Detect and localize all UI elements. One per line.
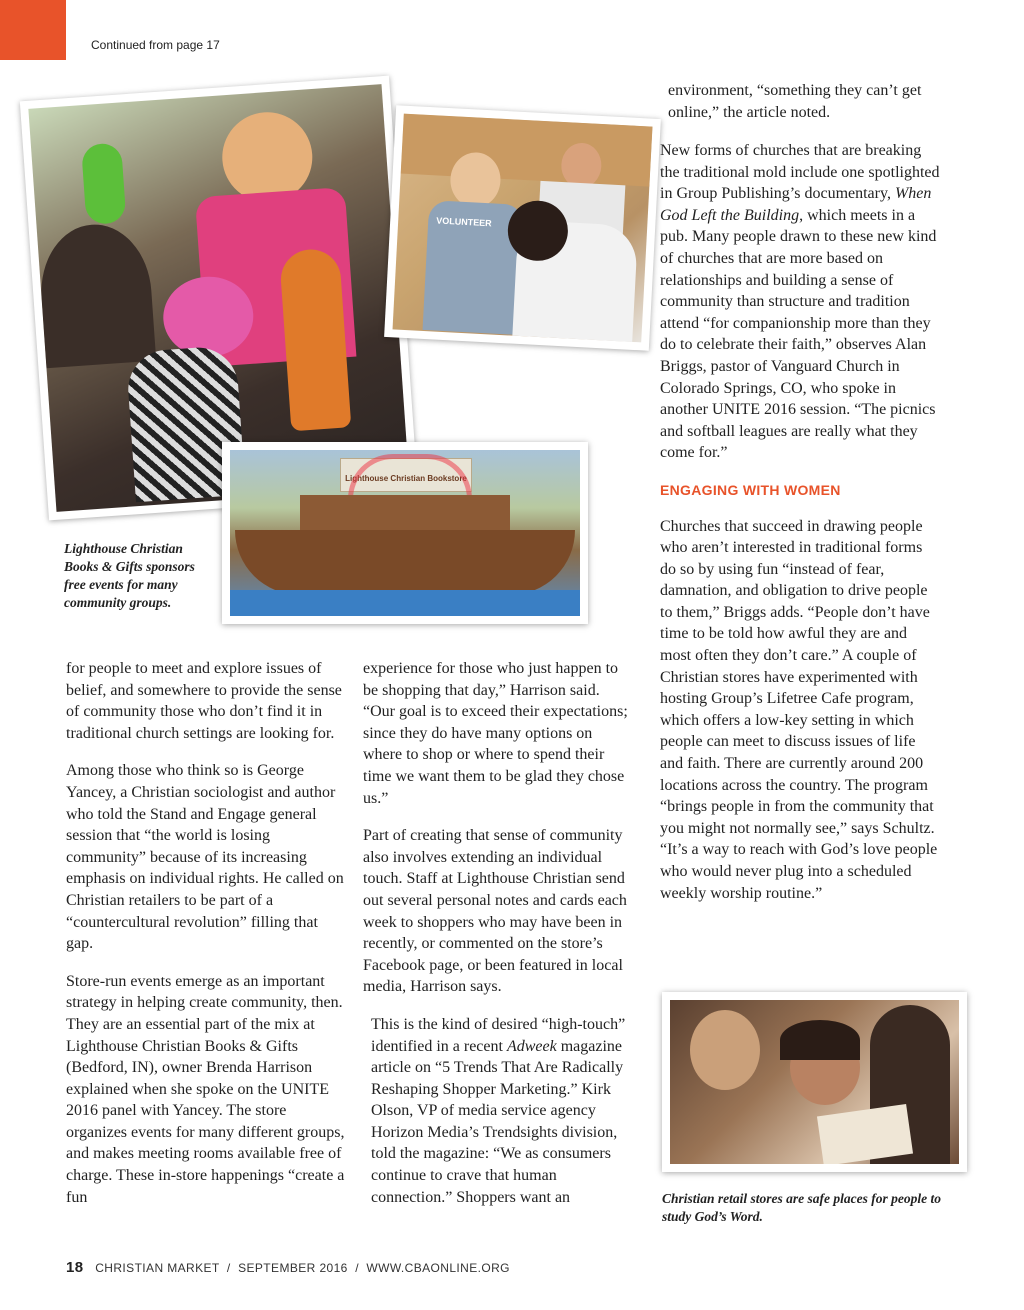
photo-volunteers	[384, 105, 661, 351]
paragraph: experience for those who just happen to be shopping that day,” Harrison said. “Our goal is to exceed their expectations; since they do have many options on where to shop or where to spend their time we want them to be glad they chose us.”	[363, 660, 628, 807]
paragraph	[660, 140, 940, 464]
caption-bible-study: Christian retail stores are safe places for people to study God’s Word.	[662, 1191, 941, 1224]
continued-note: Continued from page 17	[91, 38, 220, 52]
volunteer-shirt-text: VOLUNTEER	[436, 215, 492, 229]
text-run: magazine article on “5 Trends That Are Radically Reshaping Shopper Marketing.” Kirk Olson, VP of media service agency Horizon Media’s Trendsights division, told the magazine: “We as consumers continue to crave that human connection.” Shoppers want an	[371, 1037, 624, 1206]
corner-accent-block	[0, 0, 66, 60]
article-column-3	[660, 140, 940, 920]
footer-text: CHRISTIAN MARKET / SEPTEMBER 2016 / WWW.CBAONLINE.ORG	[95, 1261, 510, 1275]
article-column-1	[66, 658, 348, 1224]
publication-title: Adweek	[506, 1037, 557, 1055]
paragraph: Part of creating that sense of community also involves extending an individual touch. Staff at Lighthouse Christian send out several personal notes and cards each week to shoppers who may have been in recently, or commented on the store’s Facebook page, or been featured in local media, Harrison says.	[363, 827, 627, 996]
column3-continuation: environment, “something they can’t get online,” the article noted.	[668, 82, 922, 121]
documentary-title: When God Left the Building	[660, 185, 932, 224]
text-run: , which meets in a pub. Many people drawn to these new kind of churches that are more based on relationships and building a sense of community than structure and tradition attend “for companionship more than they do to celebrate their faith,” observes Alan Briggs, pastor of Vanguard Church in Colorado Springs, CO, who spoke in another UNITE 2016 session. “The picnics and softball leagues are really what they come for.”	[660, 206, 937, 462]
text-run: This is the kind of desired “high-touch” identified in a recent	[371, 1015, 626, 1055]
page-footer	[66, 1259, 510, 1276]
ark-banner: Lighthouse Christian Bookstore	[340, 458, 472, 492]
paragraph: for people to meet and explore issues of belief, and somewhere to provide the sense of community those who don’t find it in traditional church settings are looking for.	[66, 660, 342, 742]
text-run: New forms of churches that are breaking the traditional mold include one spotlighted in Group Publishing’s documentary,	[660, 142, 940, 203]
paragraph: Store-run events emerge as an important strategy in helping create community, then. They are an essential part of the mix at Lighthouse Christian Books & Gifts (Bedford, IN), owner Brenda Harrison explained when she spoke on the UNITE 2016 panel with Yancey. The store organizes events for many different groups, and makes meeting rooms available free of charge. These in-store happenings “create a fun	[66, 972, 345, 1206]
article-column-2	[363, 658, 633, 1224]
photo-ark-float	[222, 442, 588, 624]
section-heading: ENGAGING WITH WOMEN	[660, 481, 841, 498]
paragraph: Churches that succeed in drawing people who aren’t interested in traditional forms do so by using fun “instead of fear, damnation, and obligation to drive people to them,” Briggs adds. “People don’t have time to be told how awful they are and most often they don’t care.” A couple of Christian stores have experimented with hosting Group’s Lifetree Cafe program, which offers a low-key setting in which people can meet to discuss issues of life and faith. There are currently around 200 locations across the country. The program “brings people in from the community that you might not normally see,” says Schultz. “It’s a way to reach with God’s love people who would never plug into a scheduled weekly worship routine.”	[660, 517, 938, 902]
paragraph: Among those who think so is George Yancey, a Christian sociologist and author who told the Stand and Engage general session that “the world is losing community” because of its increasing emphasis on individual rights. He called on Christian retailers to be part of a “countercultural revolution” filling that gap.	[66, 762, 344, 953]
caption-community-events: Lighthouse Christian Books & Gifts sponsors free events for many community groups.	[64, 541, 195, 610]
photo-bible-study	[662, 992, 967, 1172]
page-number: 18	[66, 1259, 84, 1276]
paragraph	[363, 1014, 633, 1208]
